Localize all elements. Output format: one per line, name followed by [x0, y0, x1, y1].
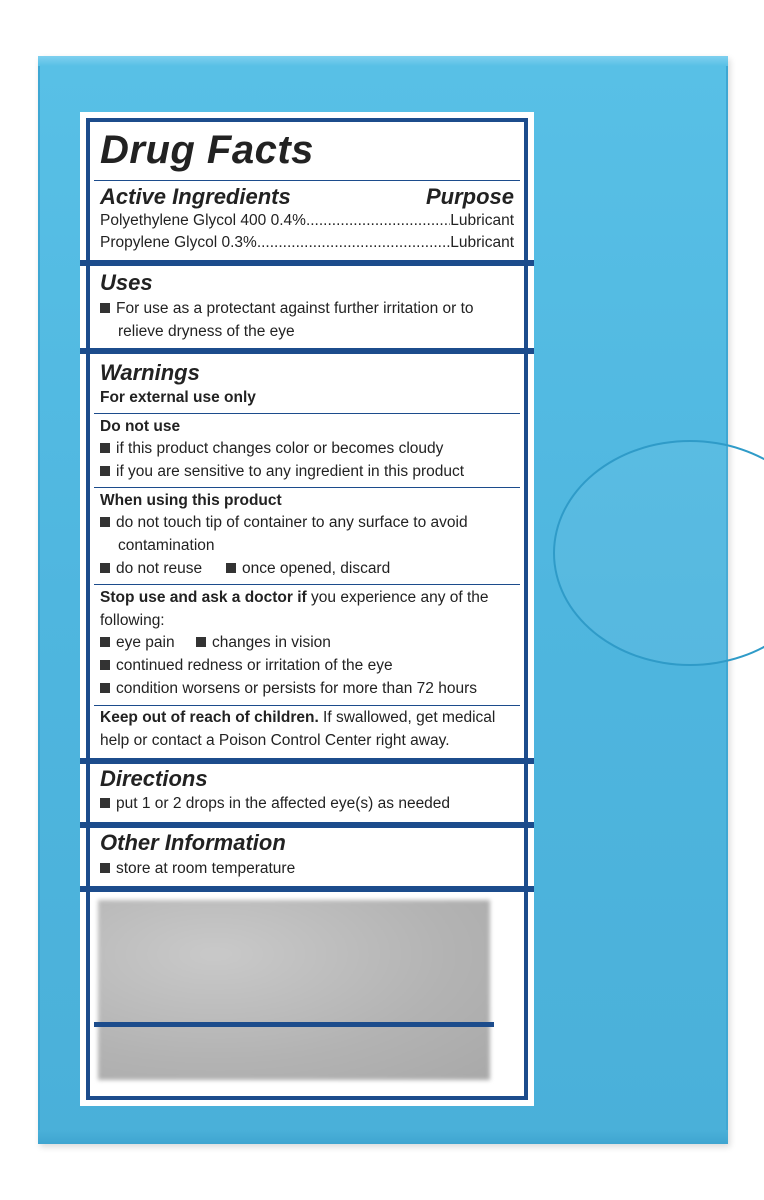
other-info-heading: Other Information	[100, 830, 286, 855]
purpose-heading: Purpose	[425, 184, 514, 209]
section-bar	[80, 886, 534, 892]
bullet-square-icon	[100, 683, 110, 693]
leader-dots	[257, 234, 450, 252]
uses-line: relieve dryness of the eye	[118, 323, 295, 340]
bullet-square-icon	[100, 303, 110, 313]
divider	[94, 705, 520, 706]
stop-use-item: continued redness or irritation of the eye	[100, 657, 393, 675]
bullet-square-icon	[100, 563, 110, 573]
section-bar	[80, 758, 534, 764]
ingredient-row	[100, 234, 514, 252]
stop-use-lead: following:	[100, 612, 165, 629]
stop-use-item: changes in vision	[196, 634, 331, 652]
drug-facts-title: Drug Facts	[100, 128, 314, 172]
stop-use-item: eye pain	[100, 634, 175, 652]
external-use-text: For external use only	[100, 389, 256, 406]
divider	[94, 413, 520, 414]
bullet-square-icon	[196, 637, 206, 647]
divider	[94, 584, 520, 585]
other-info-item: store at room temperature	[100, 860, 295, 878]
keep-out-text: help or contact a Poison Control Center right away.	[100, 732, 450, 749]
warnings-heading: Warnings	[100, 360, 200, 385]
section-bar	[80, 822, 534, 828]
bullet-square-icon	[100, 660, 110, 670]
directions-heading: Directions	[100, 766, 208, 791]
uses-heading: Uses	[100, 270, 153, 295]
directions-item: put 1 or 2 drops in the affected eye(s) as needed	[100, 795, 450, 813]
ingredient-purpose: Lubricant	[450, 212, 514, 229]
section-bar	[80, 348, 534, 354]
when-using-item: contamination	[118, 537, 215, 554]
do-not-use-heading: Do not use	[100, 418, 181, 435]
box-top-edge	[38, 56, 728, 66]
bullet-square-icon	[100, 466, 110, 476]
when-using-item: once opened, discard	[226, 560, 390, 578]
stop-use-item: condition worsens or persists for more than 72 hours	[100, 680, 477, 698]
box-bottom-edge	[38, 1130, 728, 1144]
stop-use-lead: Stop use and ask a doctor if you experience any of the	[100, 589, 489, 606]
drug-facts-label	[80, 112, 534, 1106]
ingredient-purpose: Lubricant	[450, 234, 514, 251]
bullet-square-icon	[100, 863, 110, 873]
blurred-region	[98, 900, 490, 1080]
active-ingredients-heading: Active Ingredients	[100, 184, 291, 209]
keep-out-text: Keep out of reach of children. If swallowed, get medical	[100, 709, 496, 726]
ingredient-name: Polyethylene Glycol 400 0.4%	[100, 212, 306, 229]
bullet-square-icon	[100, 798, 110, 808]
when-using-item: do not reuse	[100, 560, 202, 578]
section-bar	[94, 1022, 494, 1027]
bullet-square-icon	[226, 563, 236, 573]
section-bar	[80, 260, 534, 266]
ingredient-row	[100, 212, 514, 230]
bullet-square-icon	[100, 517, 110, 527]
bullet-square-icon	[100, 637, 110, 647]
divider	[94, 180, 520, 181]
divider	[94, 487, 520, 488]
do-not-use-item: if you are sensitive to any ingredient in this product	[100, 463, 464, 481]
uses-line: For use as a protectant against further irritation or to	[100, 300, 474, 318]
when-using-item: do not touch tip of container to any surface to avoid	[100, 514, 468, 532]
when-using-heading: When using this product	[100, 492, 282, 509]
ingredient-name: Propylene Glycol 0.3%	[100, 234, 257, 251]
leader-dots	[306, 212, 450, 230]
do-not-use-item: if this product changes color or becomes cloudy	[100, 440, 443, 458]
bullet-square-icon	[100, 443, 110, 453]
